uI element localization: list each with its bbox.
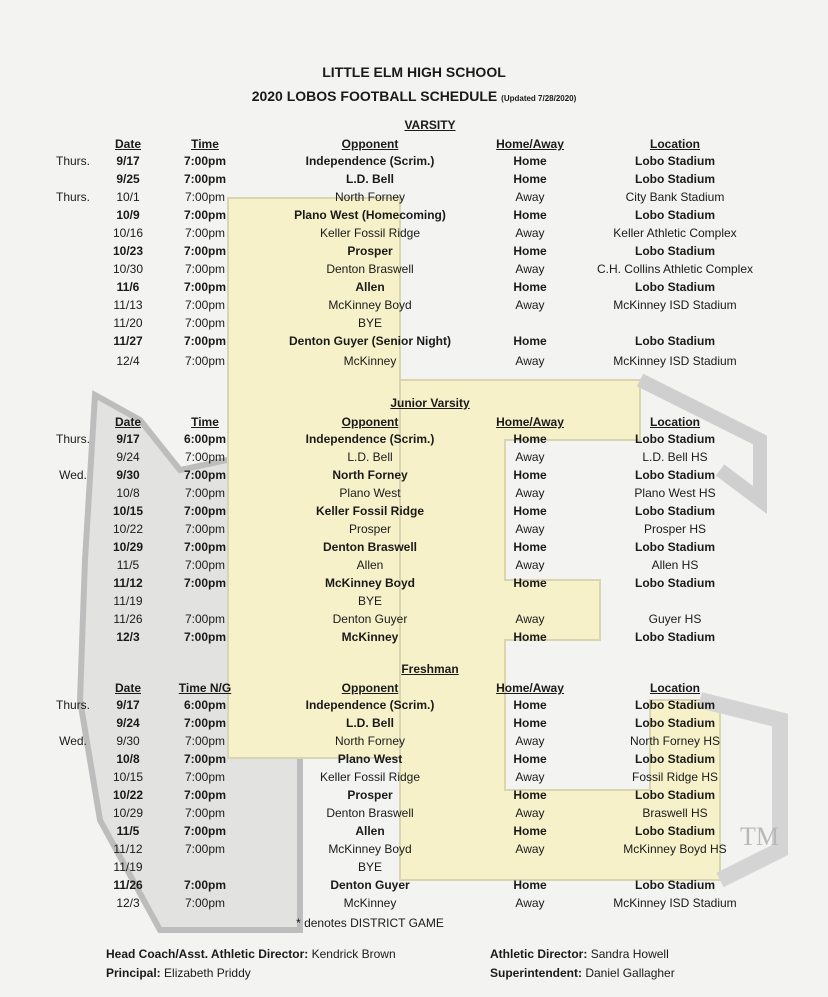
school-title: LITTLE ELM HIGH SCHOOL (322, 64, 506, 80)
home-away-cell: Home (513, 698, 547, 712)
table-row (0, 432, 828, 450)
superintendent-line (490, 966, 675, 980)
location-cell: Lobo Stadium (635, 540, 715, 554)
home-away-cell: Away (515, 770, 545, 784)
opponent-cell: L.D. Bell (345, 172, 394, 186)
home-away-cell: Away (515, 190, 545, 204)
time-cell: 7:00pm (183, 334, 227, 348)
home-away-cell: Home (513, 540, 547, 554)
date-cell: 9/24 (116, 450, 140, 464)
home-away-cell: Home (513, 630, 547, 644)
table-row (0, 716, 828, 734)
head-coach-line (106, 947, 396, 961)
column-header: Date (114, 415, 141, 429)
opponent-cell: North Forney (332, 468, 408, 482)
date-cell: 11/26 (113, 878, 143, 892)
location-cell: McKinney ISD Stadium (613, 298, 737, 312)
opponent-cell: Keller Fossil Ridge (319, 226, 421, 240)
home-away-cell: Home (513, 432, 547, 446)
column-header: Time (191, 137, 219, 151)
location-cell: Lobo Stadium (635, 432, 715, 446)
location-cell: Lobo Stadium (635, 630, 715, 644)
table-row (0, 540, 828, 558)
date-cell: 11/19 (113, 594, 143, 608)
date-cell: 11/12 (113, 842, 143, 856)
location-cell: Lobo Stadium (635, 824, 715, 838)
time-cell: 7:00pm (183, 154, 227, 168)
section-title: Freshman (401, 662, 459, 676)
time-cell: 7:00pm (184, 770, 226, 784)
table-row (0, 298, 828, 316)
time-cell: 7:00pm (184, 896, 226, 910)
date-cell: 11/6 (116, 280, 140, 294)
home-away-cell: Home (513, 244, 547, 258)
time-cell: 7:00pm (183, 788, 227, 802)
table-row (0, 280, 828, 298)
column-header: Date (114, 681, 141, 695)
table-row (0, 468, 828, 486)
time-cell: 7:00pm (184, 612, 226, 626)
date-cell: 10/15 (112, 770, 144, 784)
opponent-cell: Prosper (347, 244, 393, 258)
table-row (0, 450, 828, 468)
home-away-cell: Home (513, 208, 547, 222)
home-away-cell: Home (513, 334, 547, 348)
home-away-cell: Away (515, 806, 545, 820)
table-row (0, 842, 828, 860)
table-row (0, 896, 828, 914)
table-row (0, 576, 828, 594)
date-cell: 10/1 (116, 190, 140, 204)
date-cell: 10/8 (116, 752, 140, 766)
date-cell: 9/30 (116, 734, 140, 748)
time-cell: 7:00pm (184, 522, 226, 536)
principal-label: Principal: (106, 966, 161, 980)
opponent-cell: BYE (357, 316, 382, 330)
opponent-cell: Allen (356, 558, 384, 572)
date-cell: 12/4 (116, 354, 140, 368)
updated-date: (Updated 7/28/2020) (501, 94, 577, 103)
column-header: Location (650, 681, 700, 695)
time-cell: 7:00pm (184, 190, 226, 204)
date-cell: 11/26 (113, 612, 143, 626)
opponent-cell: McKinney (341, 630, 399, 644)
time-cell: 7:00pm (183, 468, 227, 482)
home-away-cell: Away (515, 354, 545, 368)
opponent-cell: Prosper (347, 788, 393, 802)
time-cell: 6:00pm (183, 698, 227, 712)
table-row (0, 154, 828, 172)
date-cell: 11/20 (113, 316, 143, 330)
date-cell: 10/16 (112, 226, 144, 240)
date-cell: 9/24 (116, 716, 140, 730)
table-row (0, 316, 828, 334)
opponent-cell: BYE (357, 594, 382, 608)
opponent-cell: L.D. Bell (345, 716, 394, 730)
location-cell: Fossil Ridge HS (631, 770, 719, 784)
location-cell: L.D. Bell HS (642, 450, 708, 464)
table-row (0, 208, 828, 226)
location-cell: Lobo Stadium (635, 172, 715, 186)
table-row (0, 698, 828, 716)
day-cell: Thurs. (55, 190, 90, 204)
column-header: Home/Away (496, 681, 564, 695)
location-cell: Plano West HS (634, 486, 716, 500)
home-away-cell: Away (515, 262, 545, 276)
opponent-cell: BYE (357, 860, 382, 874)
table-row (0, 486, 828, 504)
location-cell: Lobo Stadium (635, 504, 715, 518)
opponent-cell: McKinney Boyd (328, 842, 412, 856)
day-cell: Wed. (59, 468, 87, 482)
opponent-cell: Allen (355, 280, 385, 294)
home-away-cell: Away (515, 612, 545, 626)
table-row (0, 612, 828, 630)
home-away-cell: Home (513, 824, 547, 838)
table-row (0, 504, 828, 522)
time-cell: 7:00pm (183, 752, 227, 766)
location-cell: McKinney Boyd HS (623, 842, 727, 856)
location-cell: Lobo Stadium (635, 154, 715, 168)
time-cell: 7:00pm (183, 208, 227, 222)
date-cell: 9/17 (116, 432, 140, 446)
home-away-cell: Home (513, 788, 547, 802)
location-cell: City Bank Stadium (625, 190, 725, 204)
column-header-row (0, 681, 828, 699)
time-cell: 7:00pm (184, 486, 226, 500)
table-row (0, 190, 828, 208)
date-cell: 9/25 (116, 172, 140, 186)
location-cell: C.H. Collins Athletic Complex (596, 262, 754, 276)
date-cell: 10/22 (112, 788, 144, 802)
column-header: Location (650, 137, 700, 151)
superintendent-label: Superintendent: (490, 966, 582, 980)
column-header: Opponent (341, 681, 399, 695)
table-row (0, 244, 828, 262)
opponent-cell: Allen (355, 824, 385, 838)
home-away-cell: Home (513, 878, 547, 892)
district-game-note: * denotes DISTRICT GAME (296, 916, 444, 930)
date-cell: 11/13 (113, 298, 143, 312)
home-away-cell: Home (513, 280, 547, 294)
location-cell: North Forney HS (629, 734, 721, 748)
table-row (0, 788, 828, 806)
column-header-row (0, 137, 828, 155)
table-row (0, 522, 828, 540)
date-cell: 10/9 (116, 208, 140, 222)
home-away-cell: Home (513, 504, 547, 518)
location-cell: Lobo Stadium (635, 788, 715, 802)
athletic-director-label: Athletic Director: (490, 947, 588, 961)
opponent-cell: Plano West (339, 486, 401, 500)
home-away-cell: Away (515, 842, 545, 856)
athletic-director-name: Sandra Howell (590, 947, 669, 961)
opponent-cell: Denton Braswell (326, 262, 414, 276)
date-cell: 9/30 (116, 468, 140, 482)
time-cell: 7:00pm (183, 824, 227, 838)
location-cell: Lobo Stadium (635, 752, 715, 766)
location-cell: Keller Athletic Complex (613, 226, 737, 240)
opponent-cell: L.D. Bell (347, 450, 393, 464)
time-cell: 7:00pm (183, 504, 227, 518)
home-away-cell: Away (515, 522, 545, 536)
day-cell: Thurs. (55, 432, 90, 446)
time-cell: 7:00pm (184, 226, 226, 240)
time-cell: 7:00pm (183, 878, 227, 892)
time-cell: 7:00pm (183, 540, 227, 554)
opponent-cell: North Forney (334, 190, 406, 204)
table-row (0, 594, 828, 612)
opponent-cell: Independence (Scrim.) (305, 432, 435, 446)
location-cell: Lobo Stadium (635, 576, 715, 590)
date-cell: 10/15 (112, 504, 144, 518)
home-away-cell: Away (515, 298, 545, 312)
time-cell: 7:00pm (183, 716, 227, 730)
time-cell: 7:00pm (184, 354, 226, 368)
date-cell: 10/30 (112, 262, 144, 276)
time-cell: 7:00pm (183, 172, 227, 186)
date-cell: 11/12 (113, 576, 143, 590)
opponent-cell: Keller Fossil Ridge (315, 504, 425, 518)
home-away-cell: Home (513, 576, 547, 590)
opponent-cell: Denton Braswell (322, 540, 418, 554)
home-away-cell: Away (515, 558, 545, 572)
table-row (0, 334, 828, 352)
date-cell: 10/8 (116, 486, 140, 500)
table-row (0, 806, 828, 824)
table-row (0, 770, 828, 788)
table-row (0, 752, 828, 770)
location-cell: Lobo Stadium (635, 468, 715, 482)
time-cell: 7:00pm (184, 806, 226, 820)
table-row (0, 878, 828, 896)
location-cell: Lobo Stadium (635, 280, 715, 294)
opponent-cell: Plano West (Homecoming) (294, 208, 446, 222)
home-away-cell: Home (513, 154, 547, 168)
date-cell: 11/19 (113, 860, 143, 874)
date-cell: 12/3 (116, 630, 140, 644)
home-away-cell: Home (513, 172, 547, 186)
opponent-cell: Plano West (337, 752, 403, 766)
date-cell: 11/27 (113, 334, 143, 348)
table-row (0, 172, 828, 190)
time-cell: 7:00pm (184, 298, 226, 312)
section-title: Junior Varsity (390, 396, 470, 410)
day-cell: Wed. (59, 734, 87, 748)
home-away-cell: Away (515, 896, 545, 910)
table-row (0, 226, 828, 244)
opponent-cell: Keller Fossil Ridge (319, 770, 421, 784)
head-coach-label: Head Coach/Asst. Athletic Director: (106, 947, 309, 961)
location-cell: Lobo Stadium (635, 334, 715, 348)
time-cell: 7:00pm (184, 450, 226, 464)
time-cell: 7:00pm (184, 734, 226, 748)
column-header: Time N/G (178, 681, 232, 695)
home-away-cell: Away (515, 734, 545, 748)
table-row (0, 630, 828, 648)
table-row (0, 354, 828, 372)
location-cell: Lobo Stadium (635, 698, 715, 712)
location-cell: Allen HS (651, 558, 699, 572)
location-cell: Lobo Stadium (635, 244, 715, 258)
table-row (0, 558, 828, 576)
column-header: Opponent (341, 137, 399, 151)
location-cell: Guyer HS (648, 612, 702, 626)
date-cell: 12/3 (116, 896, 140, 910)
location-cell: Braswell HS (642, 806, 708, 820)
schedule-title (0, 88, 828, 104)
opponent-cell: McKinney (343, 354, 397, 368)
date-cell: 10/29 (112, 540, 144, 554)
time-cell: 7:00pm (183, 630, 227, 644)
location-cell: McKinney ISD Stadium (613, 896, 737, 910)
home-away-cell: Home (513, 752, 547, 766)
opponent-cell: Independence (Scrim.) (305, 698, 435, 712)
table-row (0, 824, 828, 842)
trademark-mark: TM (740, 822, 779, 851)
head-coach-name: Kendrick Brown (311, 947, 396, 961)
column-header: Opponent (341, 415, 399, 429)
time-cell: 7:00pm (184, 316, 226, 330)
opponent-cell: McKinney Boyd (328, 298, 412, 312)
column-header: Date (114, 137, 141, 151)
principal-line (106, 966, 251, 980)
home-away-cell: Away (515, 226, 545, 240)
table-row (0, 734, 828, 752)
opponent-cell: Prosper (348, 522, 392, 536)
opponent-cell: Denton Braswell (326, 806, 414, 820)
home-away-cell: Away (515, 450, 545, 464)
opponent-cell: McKinney (343, 896, 397, 910)
column-header: Time (191, 415, 219, 429)
date-cell: 10/29 (112, 806, 144, 820)
opponent-cell: Denton Guyer (Senior Night) (289, 334, 451, 348)
date-cell: 9/17 (116, 698, 140, 712)
column-header: Home/Away (496, 137, 564, 151)
time-cell: 7:00pm (183, 576, 227, 590)
location-cell: Prosper HS (643, 522, 707, 536)
opponent-cell: North Forney (334, 734, 406, 748)
date-cell: 10/22 (112, 522, 144, 536)
table-row (0, 860, 828, 878)
home-away-cell: Home (513, 468, 547, 482)
location-cell: Lobo Stadium (635, 208, 715, 222)
column-header-row (0, 415, 828, 433)
athletic-director-line (490, 947, 669, 961)
location-cell: McKinney ISD Stadium (613, 354, 737, 368)
opponent-cell: Independence (Scrim.) (305, 154, 435, 168)
date-cell: 11/5 (116, 824, 140, 838)
time-cell: 7:00pm (183, 280, 227, 294)
home-away-cell: Away (515, 486, 545, 500)
date-cell: 11/5 (116, 558, 140, 572)
date-cell: 10/23 (112, 244, 144, 258)
opponent-cell: McKinney Boyd (324, 576, 415, 590)
location-cell: Lobo Stadium (635, 878, 715, 892)
time-cell: 7:00pm (184, 558, 226, 572)
location-cell: Lobo Stadium (635, 716, 715, 730)
column-header: Location (650, 415, 700, 429)
section-title: VARSITY (404, 118, 456, 132)
home-away-cell: Home (513, 716, 547, 730)
day-cell: Thurs. (55, 698, 90, 712)
time-cell: 7:00pm (183, 244, 227, 258)
time-cell: 7:00pm (184, 262, 226, 276)
principal-name: Elizabeth Priddy (164, 966, 251, 980)
time-cell: 7:00pm (184, 842, 226, 856)
superintendent-name: Daniel Gallagher (585, 966, 675, 980)
opponent-cell: Denton Guyer (330, 878, 410, 892)
column-header: Home/Away (496, 415, 564, 429)
date-cell: 9/17 (116, 154, 140, 168)
time-cell: 6:00pm (183, 432, 227, 446)
day-cell: Thurs. (55, 154, 90, 168)
opponent-cell: Denton Guyer (332, 612, 408, 626)
table-row (0, 262, 828, 280)
schedule-title-text: 2020 LOBOS FOOTBALL SCHEDULE (251, 88, 498, 104)
